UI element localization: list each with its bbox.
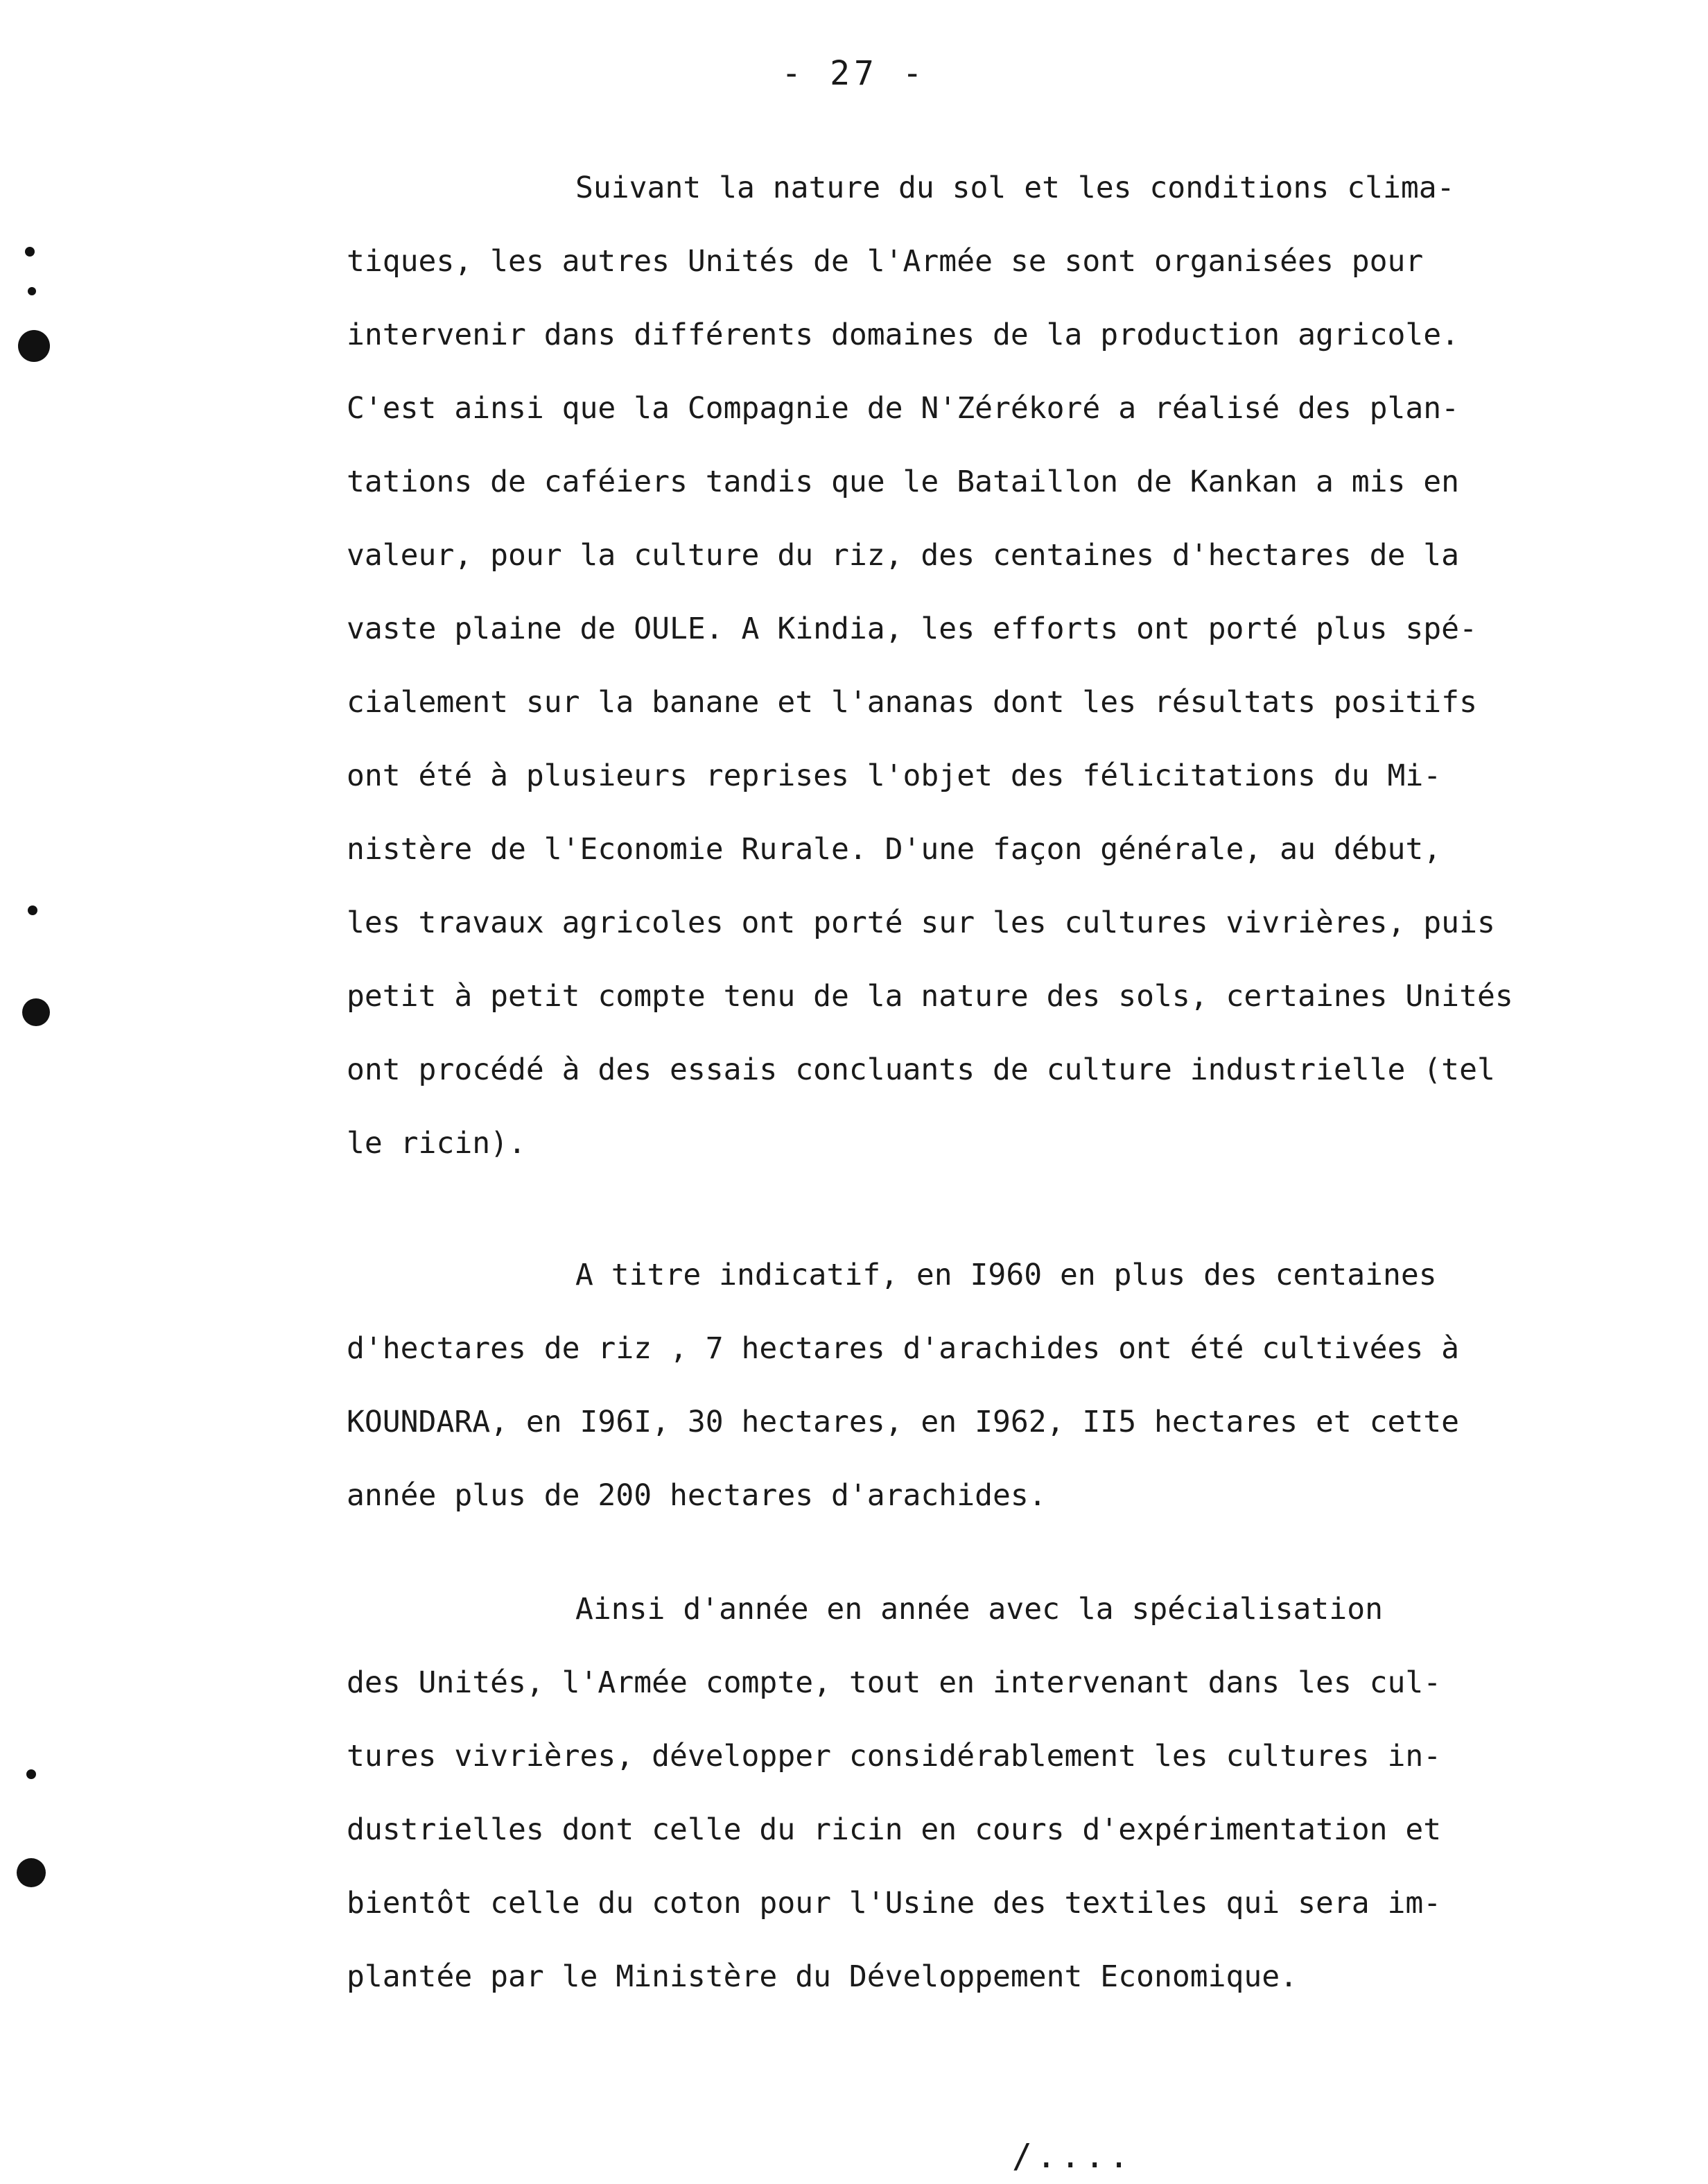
text-line: le ricin). (347, 1126, 526, 1161)
text-line: les travaux agricoles ont porté sur les cultures vivrières, puis (347, 905, 1495, 940)
punch-hole-mark (22, 998, 50, 1026)
text-line: intervenir dans différents domaines de la production agricole. (347, 318, 1460, 352)
punch-hole-mark (28, 287, 36, 295)
text-line: nistère de l'Economie Rurale. D'une façon générale, au début, (347, 832, 1442, 867)
text-line: Suivant la nature du sol et les conditions clima- (575, 171, 1455, 205)
text-line: plantée par le Ministère du Développement Economique. (347, 1959, 1298, 1994)
paragraph-2 (347, 1238, 1664, 1532)
text-line: dustrielles dont celle du ricin en cours d'expérimentation et (347, 1812, 1442, 1847)
text-line: ont procédé à des essais concluants de culture industrielle (tel (347, 1052, 1495, 1087)
punch-hole-mark (25, 247, 35, 257)
text-line: cialement sur la banane et l'ananas dont les résultats positifs (347, 685, 1477, 720)
text-line: d'hectares de riz , 7 hectares d'arachides ont été cultivées à (347, 1331, 1460, 1366)
text-line: ont été à plusieurs reprises l'objet des félicitations du Mi- (347, 759, 1442, 793)
text-line: C'est ainsi que la Compagnie de N'Zérékoré a réalisé des plan- (347, 391, 1460, 426)
text-line: des Unités, l'Armée compte, tout en intervenant dans les cul- (347, 1665, 1442, 1700)
text-line: KOUNDARA, en I96I, 30 hectares, en I962, II5 hectares et cette (347, 1405, 1460, 1439)
paragraph-1 (347, 151, 1664, 1180)
paragraph-3 (347, 1572, 1664, 2013)
punch-hole-mark (17, 1858, 46, 1887)
continuation-mark: /.... (1012, 2137, 1133, 2176)
text-line: petit à petit compte tenu de la nature des sols, certaines Unités (347, 979, 1513, 1014)
punch-hole-mark (26, 1769, 36, 1779)
page-number: - 27 - (781, 54, 927, 93)
punch-hole-mark (18, 330, 50, 362)
text-line: vaste plaine de OULE. A Kindia, les efforts ont porté plus spé- (347, 612, 1477, 646)
text-line: A titre indicatif, en I960 en plus des centaines (575, 1258, 1437, 1292)
text-line: année plus de 200 hectares d'arachides. (347, 1478, 1047, 1513)
text-line: tures vivrières, développer considérablement les cultures in- (347, 1739, 1442, 1774)
punch-hole-mark (28, 905, 37, 915)
text-line: bientôt celle du coton pour l'Usine des textiles qui sera im- (347, 1886, 1442, 1921)
text-line: tiques, les autres Unités de l'Armée se sont organisées pour (347, 244, 1424, 279)
text-line: valeur, pour la culture du riz, des centaines d'hectares de la (347, 538, 1460, 573)
text-line: tations de caféiers tandis que le Bataillon de Kankan a mis en (347, 465, 1460, 499)
text-line: Ainsi d'année en année avec la spécialisation (575, 1592, 1383, 1627)
